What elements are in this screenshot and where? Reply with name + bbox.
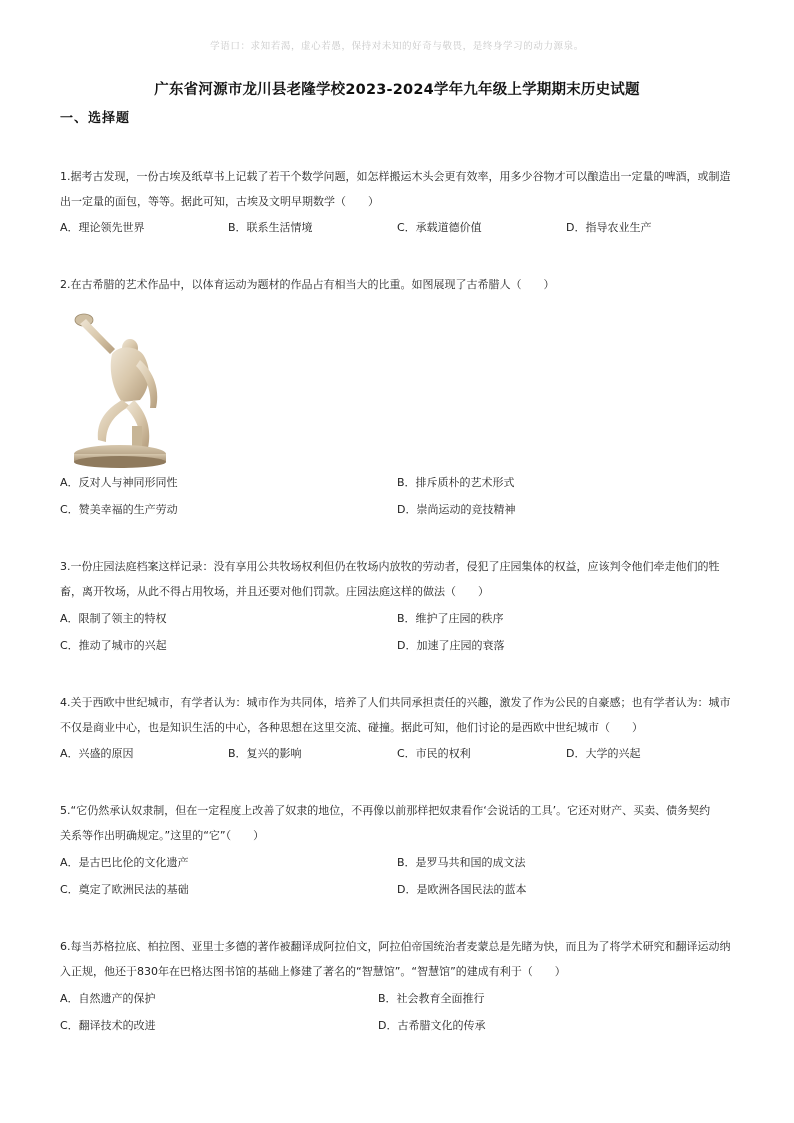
watermark-text: 学语口：求知若渴，虚心若愚，保持对未知的好奇与敬畏，是终身学习的动力源泉。 bbox=[210, 41, 584, 52]
question-text-line: 5.“它仍然承认奴隶制，但在一定程度上改善了奴隶的地位，不再像以前那样把奴隶看作‘会说话的工具’。它还对财产、买卖、债务契约 bbox=[60, 804, 711, 817]
question-text-line: 6.每当苏格拉底、柏拉图、亚里士多德的著作被翻译成阿拉伯文，阿拉伯帝国统治者麦蒙总是先睹为快，而且为了将学术研究和翻译运动纳 bbox=[60, 940, 731, 953]
question-text-line: 出一定量的面包，等等。据此可知，古埃及文明早期数学（ ） bbox=[60, 195, 379, 208]
option-a[interactable]: A．理论领先世界 bbox=[60, 221, 145, 234]
option-c[interactable]: C．翻译技术的改进 bbox=[60, 1019, 156, 1032]
question-text-line: 关系等作出明确规定。”这里的“它”（ ） bbox=[60, 829, 265, 842]
option-b[interactable]: B．维护了庄园的秩序 bbox=[397, 612, 504, 625]
option-c[interactable]: C．市民的权利 bbox=[397, 747, 471, 760]
option-d[interactable]: D．指导农业生产 bbox=[566, 221, 652, 234]
question-text-line: 2.在古希腊的艺术作品中，以体育运动为题材的作品占有相当大的比重。如图展现了古希腊人（ ） bbox=[60, 278, 555, 291]
option-c[interactable]: C．赞美幸福的生产劳动 bbox=[60, 503, 178, 516]
option-b[interactable]: B．是罗马共和国的成文法 bbox=[397, 856, 526, 869]
option-c[interactable]: C．推动了城市的兴起 bbox=[60, 639, 167, 652]
question-text-line: 4.关于西欧中世纪城市，有学者认为：城市作为共同体，培养了人们共同承担责任的兴趣，激发了作为公民的自豪感；也有学者认为：城市 bbox=[60, 696, 731, 709]
option-a[interactable]: A．限制了领主的特权 bbox=[60, 612, 167, 625]
option-b[interactable]: B．排斥质朴的艺术形式 bbox=[397, 476, 515, 489]
option-d[interactable]: D．古希腊文化的传承 bbox=[378, 1019, 486, 1032]
option-a[interactable]: A．反对人与神同形同性 bbox=[60, 476, 178, 489]
option-c[interactable]: C．奠定了欧洲民法的基础 bbox=[60, 883, 189, 896]
section-heading: 一、选择题 bbox=[60, 111, 131, 126]
page-title: 广东省河源市龙川县老隆学校2023-2024学年九年级上学期期末历史试题 bbox=[154, 82, 640, 98]
option-d[interactable]: D．是欧洲各国民法的蓝本 bbox=[397, 883, 527, 896]
question-text-line: 3.一份庄园法庭档案这样记录：没有享用公共牧场权利但仍在牧场内放牧的劳动者，侵犯了庄园集体的权益，应该判令他们牵走他们的牲 bbox=[60, 560, 720, 573]
question-text-line: 入正规，他还于830年在巴格达图书馆的基础上修建了著名的“智慧馆”。“智慧馆”的建成有利于（ ） bbox=[60, 965, 566, 978]
option-a[interactable]: A．兴盛的原因 bbox=[60, 747, 134, 760]
watermark bbox=[0, 38, 794, 52]
option-d[interactable]: D．大学的兴起 bbox=[566, 747, 641, 760]
option-b[interactable]: B．复兴的影响 bbox=[228, 747, 302, 760]
option-d[interactable]: D．加速了庄园的衰落 bbox=[397, 639, 505, 652]
option-b[interactable]: B．联系生活情境 bbox=[228, 221, 313, 234]
option-c[interactable]: C．承载道德价值 bbox=[397, 221, 482, 234]
option-a[interactable]: A．自然遗产的保护 bbox=[60, 992, 156, 1005]
question-text-line: 1.据考古发现，一份古埃及纸草书上记载了若干个数学问题，如怎样搬运木头会更有效率，用多少谷物才可以酿造出一定量的啤酒，或制造 bbox=[60, 170, 731, 183]
discobolus-statue-icon bbox=[68, 308, 172, 470]
question-text-line: 不仅是商业中心，也是知识生活的中心，各种思想在这里交流、碰撞。据此可知，他们讨论的是西欧中世纪城市（ ） bbox=[60, 721, 643, 734]
question-text-line: 畜，离开牧场，从此不得占用牧场，并且还要对他们罚款。庄园法庭这样的做法（ ） bbox=[60, 585, 489, 598]
option-a[interactable]: A．是古巴比伦的文化遗产 bbox=[60, 856, 189, 869]
option-d[interactable]: D．崇尚运动的竞技精神 bbox=[397, 503, 516, 516]
option-b[interactable]: B．社会教育全面推行 bbox=[378, 992, 485, 1005]
